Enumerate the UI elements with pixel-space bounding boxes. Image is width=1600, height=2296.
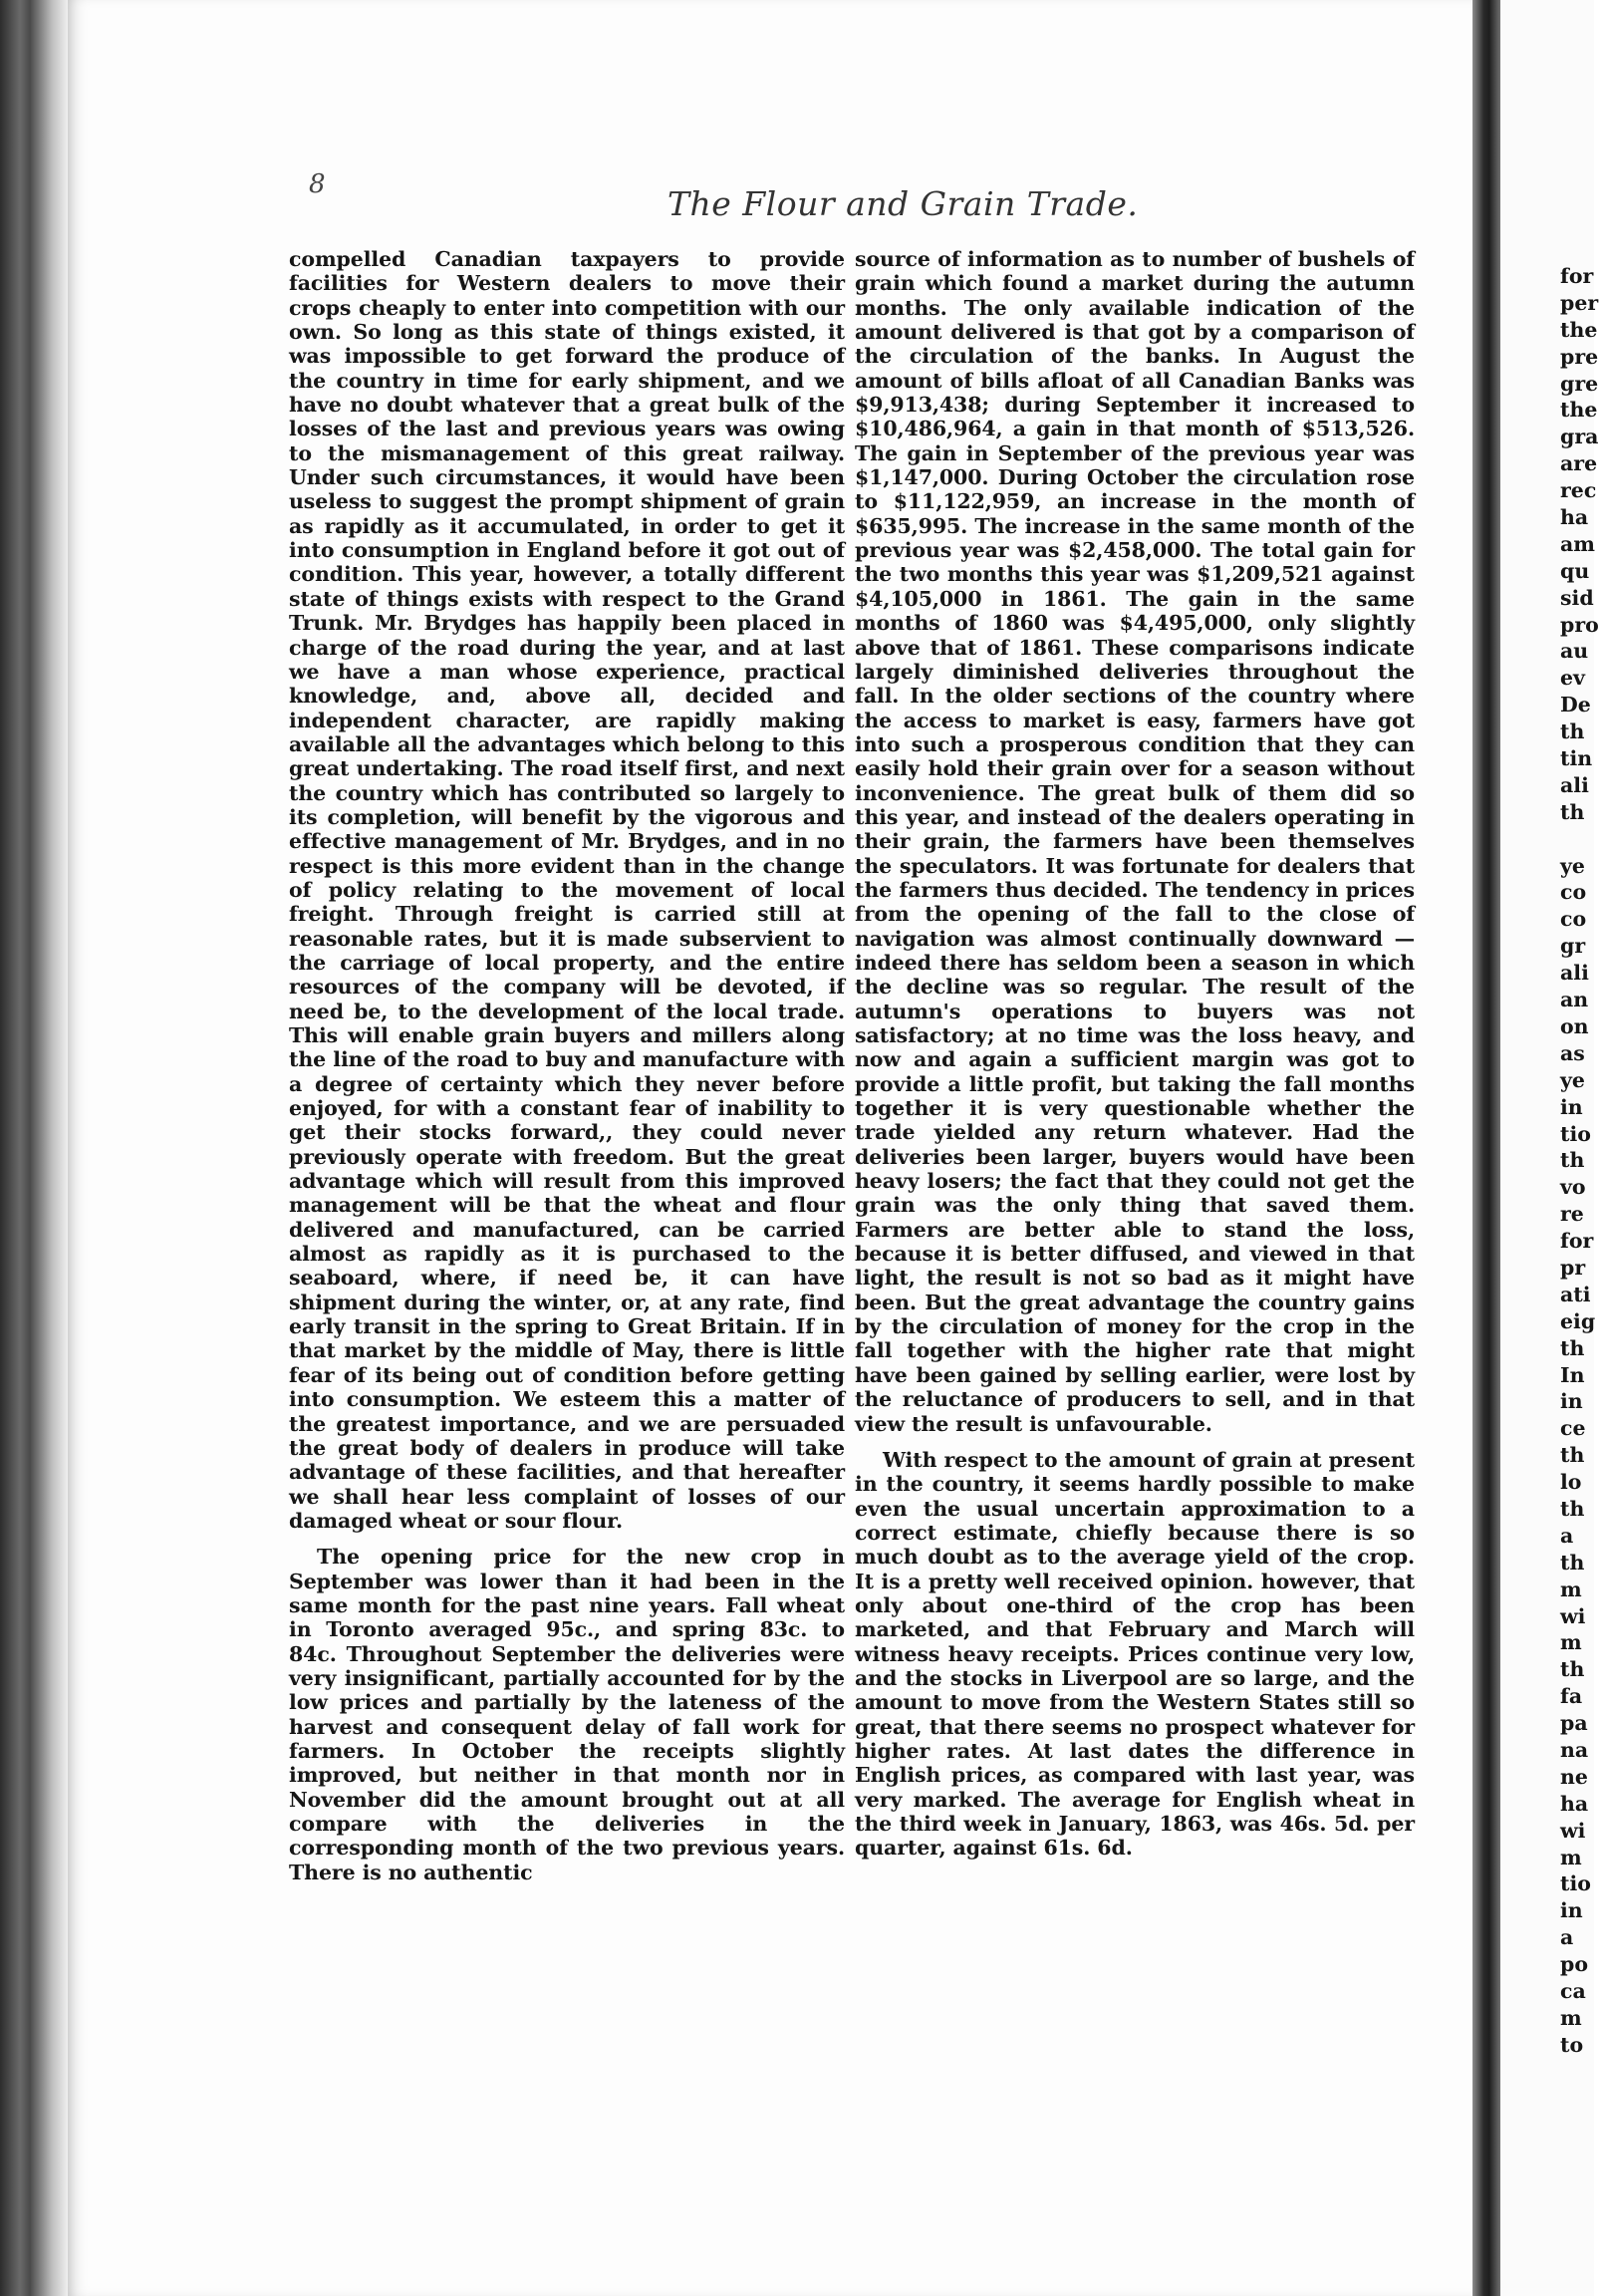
fragment-line: ev bbox=[1560, 666, 1585, 691]
fragment-line: ce bbox=[1560, 1416, 1586, 1441]
left-column bbox=[289, 247, 845, 1884]
fragment-line: a bbox=[1560, 1523, 1574, 1548]
fragment-line: re bbox=[1560, 1202, 1584, 1227]
fragment-line: lo bbox=[1560, 1470, 1582, 1495]
page-number: 8 bbox=[309, 169, 326, 199]
fragment-line: pr bbox=[1560, 1255, 1586, 1280]
fragment-line: na bbox=[1560, 1737, 1589, 1762]
fragment-line: po bbox=[1560, 1952, 1589, 1977]
fragment-line bbox=[1560, 826, 1600, 853]
fragment-line: rec bbox=[1560, 478, 1597, 503]
paragraph: source of information as to number of bushels of grain which found a market during the autumn months. The only available indication of the amount delivered is that got by a comparison of the circulation of the banks. In August the amount of bills afloat of all Canadian Banks was $9,913,438; during September it increased to $10,486,964, a gain in that month of $513,526. The gain in September of the previous year was $1,147,000. During October the circulation rose to $11,122,959, an increase in the month of $635,995. The increase in the same month of the previous year was $2,458,000. The total gain for the two months this year was $1,209,521 against $4,105,000 in 1861. The gain in the same months of 1860 was $4,495,000, only slightly above that of 1861. These comparisons indicate largely diminished deliveries throughout the fall. In the older sections of the country where the access to market is easy, farmers have got into such a prosperous condition that they can easily hold their grain over for a season without inconvenience. The great bulk of them did so this year, and instead of the dealers operating in their grain, the farmers have been themselves the speculators. It was fortunate for dealers that the farmers thus decided. The tendency in prices from the opening of the fall to the close of navigation was almost continually downward —indeed there has seldom been a season in which the decline was so regular. The result of the autumn's operations to buyers was not satisfactory; at no time was the loss heavy, and now and again a sufficient margin was got to provide a little profit, but taking the fall months together it is very questionable whether the trade yielded any return whatever. Had the deliveries been larger, buyers would have been heavy losers; the fact that they could not get the grain was the only thing that saved them. Farmers are better able to stand the loss, because it is better diffused, and viewed in that light, the result is not so bad as it might have been. But the great advantage the country gains by the circulation of money for the crop in the fall together with the higher rate that might have been gained by selling earlier, were lost by the reluctance of producers to sell, and in that view the result is unfavourable. bbox=[855, 247, 1415, 1436]
fragment-line: are bbox=[1560, 451, 1598, 476]
fragment-line: pa bbox=[1560, 1711, 1588, 1736]
fragment-line: th bbox=[1560, 1148, 1585, 1173]
fragment-line: m bbox=[1560, 1630, 1582, 1655]
fragment-line: on bbox=[1560, 1013, 1589, 1038]
fragment-line: sid bbox=[1560, 585, 1594, 610]
fragment-line: wi bbox=[1560, 1603, 1586, 1628]
fragment-line: tin bbox=[1560, 746, 1593, 771]
binding-gutter bbox=[0, 0, 68, 2296]
fragment-line: in bbox=[1560, 1094, 1583, 1119]
fragment-line: tio bbox=[1560, 1121, 1591, 1146]
fragment-line: ye bbox=[1560, 1067, 1585, 1092]
fragment-line: ne bbox=[1560, 1764, 1588, 1789]
fragment-line: the bbox=[1560, 317, 1598, 342]
fragment-line: ati bbox=[1560, 1282, 1591, 1306]
right-column bbox=[855, 247, 1415, 1861]
fragment-line: th bbox=[1560, 1496, 1585, 1521]
fragment-line: th bbox=[1560, 1657, 1585, 1682]
fragment-line: to bbox=[1560, 2032, 1584, 2057]
fragment-line: the bbox=[1560, 398, 1598, 423]
paragraph: With respect to the amount of grain at present in the country, it seems hardly possible to make even the usual uncertain approximation to a correct estimate, chiefly because there is so much doubt as to the average yield of the crop. It is a pretty well received opinion. however, that only about one-third of the crop has been marketed, and that February and March will witness heavy receipts. Prices continue very low, and the stocks in Liverpool are so large, and the amount to move from the Western States still so great, that there seems no prospect whatever for higher rates. At last dates the difference in English prices, as compared with last year, was very marked. The average for English wheat in the third week in January, 1863, was 46s. 5d. per quarter, against 61s. 6d. bbox=[855, 1447, 1416, 1861]
fragment-line: qu bbox=[1560, 558, 1590, 583]
fragment-line: De bbox=[1560, 693, 1591, 718]
fragment-line: gra bbox=[1560, 425, 1599, 449]
fragment-line: for bbox=[1560, 1229, 1594, 1254]
fragment-line: a bbox=[1560, 1925, 1574, 1950]
fragment-line: co bbox=[1560, 880, 1587, 905]
fragment-line: am bbox=[1560, 531, 1595, 556]
fragment-line: for bbox=[1560, 264, 1594, 288]
fragment-line: th bbox=[1560, 719, 1585, 744]
fragment-line: th bbox=[1560, 799, 1585, 824]
fragment-line: ali bbox=[1560, 961, 1589, 986]
fragment-line: ha bbox=[1560, 1791, 1589, 1816]
fragment-line: wi bbox=[1560, 1818, 1586, 1843]
fragment-line: gre bbox=[1560, 371, 1599, 396]
fragment-line: per bbox=[1560, 290, 1599, 315]
fragment-line: co bbox=[1560, 907, 1587, 932]
fragment-line: In bbox=[1560, 1362, 1585, 1387]
fragment-line: ye bbox=[1560, 853, 1585, 878]
fragment-line: ali bbox=[1560, 772, 1589, 797]
adjacent-page-fragments bbox=[1560, 263, 1600, 2059]
fragment-line: th bbox=[1560, 1550, 1585, 1575]
fragment-line: as bbox=[1560, 1040, 1585, 1065]
fragment-line: eig bbox=[1560, 1308, 1596, 1333]
fragment-line: fa bbox=[1560, 1684, 1583, 1709]
fragment-line: ha bbox=[1560, 505, 1589, 530]
fragment-line: an bbox=[1560, 988, 1589, 1012]
paragraph: The opening price for the new crop in September was lower than it had been in the same month for the past nine years. Fall wheat in Toronto averaged 95c., and spring 83c. to 84c. Throughout September the deliveries were very insignificant, partially accounted for by the low prices and partially by the lateness of the harvest and consequent delay of fall work for farmers. In October the receipts slightly improved, but neither in that month nor in November did the amount brought out at all compare with the deliveries in the corresponding month of the two previous years. There is no authentic bbox=[289, 1545, 845, 1884]
fragment-line: m bbox=[1560, 1577, 1582, 1601]
fragment-line: gr bbox=[1560, 934, 1586, 959]
fragment-line: in bbox=[1560, 1389, 1583, 1414]
fragment-line: th bbox=[1560, 1335, 1585, 1360]
fragment-line: au bbox=[1560, 639, 1589, 664]
paragraph: compelled Canadian taxpayers to provide facilities for Western dealers to move their crops cheaply to enter into competition with our own. So long as this state of things existed, it was impossible to get forward the produce of the country in time for early shipment, and we have no doubt whatever that a great bulk of the losses of the last and previous years was owing to the mismanagement of this great railway. Under such circumstances, it would have been useless to suggest the prompt shipment of grain as rapidly as it accumulated, in order to get it into consumption in England before it got out of condition. This year, however, a totally different state of things exists with respect to the Grand Trunk. Mr. Brydges has happily been placed in charge of the road during the year, and at last we have a man whose experience, practical knowledge, and, above all, decided and independent character, are rapidly making available all the advantages which belong to this great undertaking. The road itself first, and next the country which has contributed so largely to its completion, will benefit by the vigorous and effective management of Mr. Brydges, and in no respect is this more evident than in the change of policy relating to the movement of local freight. Through freight is carried still at reasonable rates, but it is made subservient to the carriage of local property, and the entire resources of the company will be devoted, if need be, to the development of the local trade. This will enable grain buyers and millers along the line of the road to buy and manufacture with a degree of certainty which they never before enjoyed, for with a constant fear of inability to get their stocks forward,, they could never previously operate with freedom. But the great advantage which will result from this improved management will be that the wheat and flour delivered and manufactured, can be carried almost as rapidly as it is purchased to the seaboard, where, if need be, it can have shipment during the winter, or, at any rate, find early transit in the spring to Great Britain. If in that market by the middle of May, there is little fear of its being out of condition before getting into consumption. We esteem this a matter of the greatest importance, and we are persuaded the great body of dealers in produce will take advantage of these facilities, and that hereafter we shall hear less complaint of losses of our damaged wheat or sour flour. bbox=[289, 247, 845, 1533]
fragment-line: m bbox=[1560, 2005, 1582, 2030]
fragment-line: pre bbox=[1560, 344, 1599, 369]
fragment-line: pro bbox=[1560, 612, 1599, 637]
fragment-line: th bbox=[1560, 1443, 1585, 1468]
fragment-line: vo bbox=[1560, 1175, 1586, 1200]
fragment-line: ca bbox=[1560, 1979, 1586, 2003]
fragment-line: m bbox=[1560, 1845, 1582, 1869]
page-fold bbox=[1472, 0, 1500, 2296]
fragment-line: in bbox=[1560, 1898, 1583, 1923]
running-title: The Flour and Grain Trade. bbox=[667, 184, 1139, 223]
fragment-line: tio bbox=[1560, 1871, 1591, 1896]
